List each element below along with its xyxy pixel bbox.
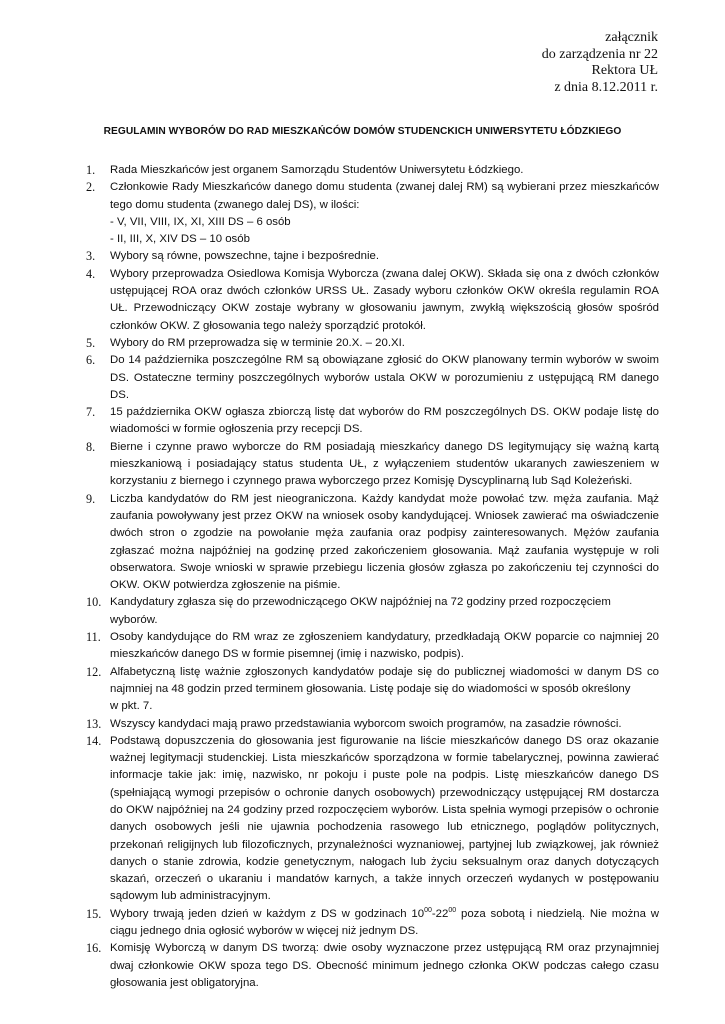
item-number: 10. [86,595,102,610]
list-item [0,733,659,906]
item-text: Bierne i czynne prawo wyborcze do RM posiadają mieszkańcy danego DS legitymujący się ważną kartą mieszkaniową i posiadający status studenta UŁ, z wyłączeniem studentów ukaranych zawieszeniem w korzystaniu z biernego i czynnego prawa wyborczego przez Komisję Dyscyplinarną lub Sąd Koleżeński. [110,440,659,488]
item-number: 6. [86,353,96,368]
list-item [0,491,659,595]
list-item [0,439,659,491]
item-number: 11. [86,630,101,645]
item-number: 1. [86,163,96,177]
item-text: Rada Mieszkańców jest organem Samorządu Studentów Uniwersytetu Łódzkiego. [110,164,524,176]
superscript-minutes: 00 [424,906,432,914]
list-item [0,664,659,716]
item-text: Podstawą dopuszczenia do głosowania jest figurowanie na liście mieszkańców danego DS oraz okazanie ważnej legitymacji studenckiej. Lista mieszkańców sporządzona w formie tabelarycznej, powinna zawierać informacje takie jak: imię, nazwisko, nr pokoju i puste pole na podpis. Listę mieszkańców danego DS (spełniającą wymogi przepisów o ochronie danych osobowych) przewodniczący ustępującej RM dostarcza do OKW najpóźniej na 24 godziny przed rozpoczęciem wyborów. Lista spełnia wymogi przepisów o ochronie danych osobowych jeśli nie ujawnia pochodzenia rasowego lub etnicznego, poglądów politycznych, przekonań religijnych lub filozoficznych, przynależności wyznaniowej, partyjnej lub związkowej, jak również danych o stanie zdrowia, kodzie genetycznym, nałogach lub życiu seksualnym oraz danych dotyczących skazań, orzeczeń o ukaraniu i mandatów karnych, a także innych orzeczeń wydanych w postępowaniu sądowym lub administracyjnym. [110,734,659,903]
item-text-tail: w pkt. 7. [110,700,153,713]
header-line: do zarządzenia nr 22 [541,46,658,62]
list-item [0,162,659,179]
item-number: 14. [86,733,102,748]
list-item [0,940,659,992]
item-text: Kandydatury zgłasza się do przewodniczącego OKW najpóźniej na 72 godziny przed rozpoczęciem wyborów. [110,596,611,626]
item-number: 2. [86,180,96,195]
list-item [0,629,659,664]
list-item [0,179,659,248]
list-item [0,248,659,265]
list-item [0,404,659,439]
item-number: 3. [86,249,96,264]
header-line: z dnia 8.12.2011 r. [554,79,658,95]
item-number: 8. [86,439,96,454]
item-text: Członkowie Rady Mieszkańców danego domu studenta (zwanej dalej RM) są wybierani przez mieszkańców tego domu studenta (zwanego dalej DS), w ilości: [110,181,659,211]
list-item [0,716,659,733]
item-text: Alfabetyczną listę ważnie zgłoszonych kandydatów podaje się do publicznej wiadomości w danym DS co najmniej na 48 godzin przed terminem głosowania. Listę podaje się do wiadomości w sposób określony [110,665,659,695]
item-text: Wszyscy kandydaci mają prawo przedstawiania wyborcom swoich programów, na zasadzie równości. [110,717,622,730]
document-title: REGULAMIN WYBORÓW DO RAD MIESZKAŃCÓW DOMÓW STUDENCKICH UNIWERSYTETU ŁÓDZKIEGO [103,126,622,137]
regulation-list [0,162,725,992]
item-text: 15 października OKW ogłasza zbiorczą listę dat wyborów do RM poszczególnych DS. OKW podaje listę do wiadomości w formie ogłoszenia przy recepcji DS. [110,406,659,436]
item-number: 9. [86,491,96,506]
item-number: 13. [86,716,102,731]
item-text: Do 14 października poszczególne RM są obowiązane zgłosić do OKW planowany termin wyborów w swoim DS. Ostateczne terminy poszczególnych wyborów ustala OKW w porozumieniu z ustępującą RM danego DS. [110,354,659,401]
item-number: 5. [86,335,96,350]
item-number: 7. [86,405,96,420]
list-item [0,352,659,404]
item-text-part: poza sobotą i niedzielą. Nie można w ciągu jednego dnia ogłosić wyborów w więcej niż jednym DS. [110,907,660,938]
header-line: Rektora UŁ [591,63,658,78]
item-text: Liczba kandydatów do RM jest nieograniczona. Każdy kandydat może powołać tzw. męża zaufania. Mąż zaufania powoływany jest przez OKW na wniosek osoby kandydującej. Wniosek zawierać ma oświadczenie dwóch stron o zgodzie na powołanie męża zaufania oraz podpisy zainteresowanych. Mężów zaufania zgłaszać można najpóźniej na godzinę przed zakończeniem głosowania. Mąż zaufania występuje w roli obserwatora. Swoje wnioski w sprawie przebiegu liczenia głosów zgłasza po zakończeniu tej czynności do OKW. OKW potwierdza zgłoszenie na piśmie. [110,492,659,592]
list-item [0,906,659,941]
item-text: Wybory są równe, powszechne, tajne i bezpośrednie. [110,250,379,263]
item-subline: - V, VII, VIII, IX, XI, XIII DS – 6 osób [110,215,291,228]
item-text: Wybory do RM przeprowadza się w terminie 20.X. – 20.XI. [110,336,405,349]
item-text-part: Wybory trwają jeden dzień w każdym z DS w godzinach 10 [110,907,425,920]
item-text: Osoby kandydujące do RM wraz ze zgłoszeniem kandydatury, przedkładają OKW poparcie co najmniej 20 mieszkańców danego DS w formie pisemnej (imię i nazwisko, podpis). [110,631,659,661]
list-item [0,335,659,352]
item-number: 12. [86,664,102,679]
header-line: załącznik [605,30,658,45]
item-subline: - II, III, X, XIV DS – 10 osób [110,233,250,246]
item-number: 4. [86,266,96,281]
item-number: 16. [86,941,102,956]
list-item [0,266,659,335]
superscript-minutes: 00 [448,906,457,914]
list-item [0,594,659,629]
item-text: Wybory przeprowadza Osiedlowa Komisja Wyborcza (zwana dalej OKW). Składa się ona z dwóch członków ustępującej ROA oraz dwóch członków URSS UŁ. Zasady wyboru członków OKW określa regulamin ROA UŁ. Przewodniczący OKW zostaje wybrany w głosowaniu jawnym, zwykłą większością głosów spośród członków OKW. Z głosowania tego należy sporządzić protokół. [110,267,659,332]
item-text-part: -22 [431,907,449,920]
item-number: 15. [86,906,102,921]
item-text: Komisję Wyborczą w danym DS tworzą: dwie osoby wyznaczone przez ustępującą RM oraz przynajmniej dwaj członkowie OKW spoza tego DS. Obecność minimum jednego członka OKW podczas całego czasu głosowania jest obligatoryjna. [110,942,659,989]
attachment-header [542,30,658,96]
